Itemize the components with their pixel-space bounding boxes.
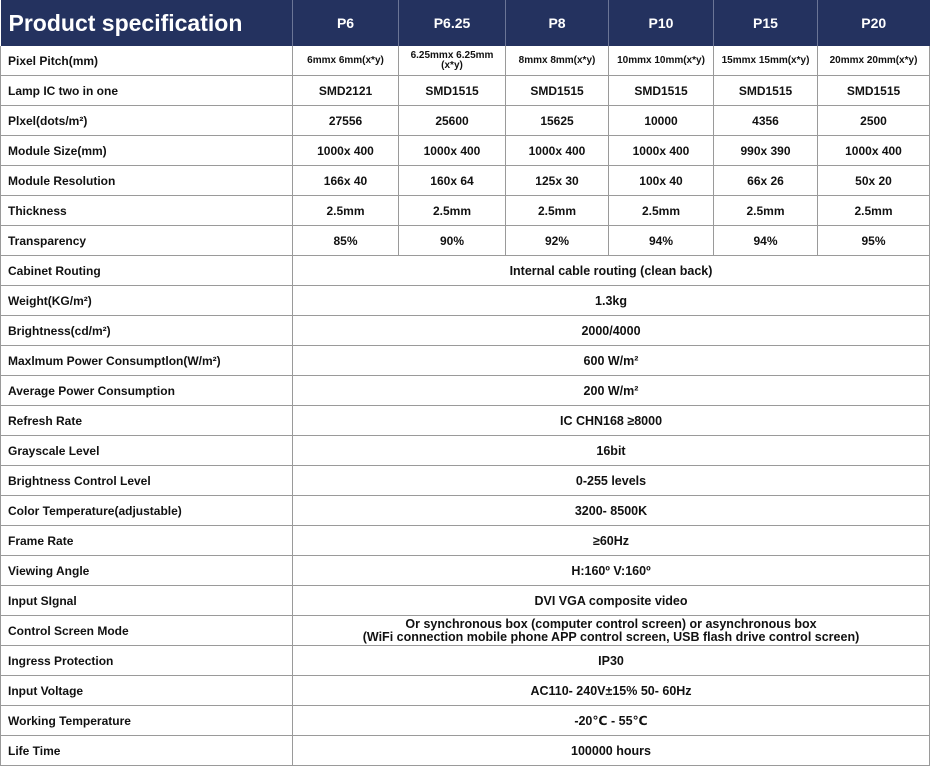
spec-label: Input SIgnal xyxy=(1,586,293,616)
spec-shared-value: 0-255 levels xyxy=(293,466,930,496)
spec-value: SMD2121 xyxy=(293,76,399,106)
spec-value: 6mmx 6mm(x*y) xyxy=(293,46,399,76)
spec-row xyxy=(1,106,930,136)
spec-shared-value-line2: (WiFi connection mobile phone APP control screen, USB flash drive control screen) xyxy=(362,629,860,644)
spec-shared-value: H:160º V:160º xyxy=(293,556,930,586)
spec-shared-value: ≥60Hz xyxy=(293,526,930,556)
spec-value: 10000 xyxy=(609,106,714,136)
spec-shared-value: 100000 hours xyxy=(293,736,930,766)
spec-label: Ingress Protection xyxy=(1,646,293,676)
spec-row xyxy=(1,646,930,676)
spec-shared-value: DVI VGA composite video xyxy=(293,586,930,616)
spec-value: 1000x 400 xyxy=(293,136,399,166)
spec-label: Module Resolution xyxy=(1,166,293,196)
spec-row xyxy=(1,406,930,436)
spec-label: Average Power Consumption xyxy=(1,376,293,406)
spec-value: 10mmx 10mm(x*y) xyxy=(609,46,714,76)
spec-shared-value: AC110- 240V±15% 50- 60Hz xyxy=(293,676,930,706)
spec-shared-value: -20℃ - 55℃ xyxy=(293,706,930,736)
spec-row xyxy=(1,196,930,226)
spec-row xyxy=(1,286,930,316)
spec-row xyxy=(1,316,930,346)
spec-label: Transparency xyxy=(1,226,293,256)
spec-row xyxy=(1,736,930,766)
spec-label: Brightness Control Level xyxy=(1,466,293,496)
spec-value: 20mmx 20mm(x*y) xyxy=(818,46,930,76)
spec-value: 990x 390 xyxy=(714,136,818,166)
spec-label: Grayscale Level xyxy=(1,436,293,466)
spec-shared-value: 200 W/m² xyxy=(293,376,930,406)
spec-value: SMD1515 xyxy=(399,76,506,106)
spec-row xyxy=(1,376,930,406)
spec-shared-value: 16bit xyxy=(293,436,930,466)
header-row xyxy=(1,0,930,46)
spec-row xyxy=(1,466,930,496)
page-title: Product specification xyxy=(1,0,293,46)
spec-value: 92% xyxy=(506,226,609,256)
spec-value: 8mmx 8mm(x*y) xyxy=(506,46,609,76)
spec-label: Refresh Rate xyxy=(1,406,293,436)
spec-value: 94% xyxy=(714,226,818,256)
spec-label: Cabinet Routing xyxy=(1,256,293,286)
spec-value: 160x 64 xyxy=(399,166,506,196)
spec-label: Color Temperature(adjustable) xyxy=(1,496,293,526)
spec-shared-value-line1: Or synchronous box (computer control screen) or asynchronous box xyxy=(405,616,817,631)
spec-value: 1000x 400 xyxy=(609,136,714,166)
spec-value: 1000x 400 xyxy=(399,136,506,166)
spec-label: Frame Rate xyxy=(1,526,293,556)
spec-value: 15625 xyxy=(506,106,609,136)
spec-value: 2.5mm xyxy=(293,196,399,226)
spec-value: 2.5mm xyxy=(399,196,506,226)
model-header-p6-25: P6.25 xyxy=(399,0,506,46)
spec-value: SMD1515 xyxy=(714,76,818,106)
spec-value: 90% xyxy=(399,226,506,256)
spec-value: 2.5mm xyxy=(506,196,609,226)
spec-value: 6.25mmx 6.25mm (x*y) xyxy=(399,46,506,76)
model-header-p10: P10 xyxy=(609,0,714,46)
spec-label: Module Size(mm) xyxy=(1,136,293,166)
spec-value: SMD1515 xyxy=(818,76,930,106)
spec-row xyxy=(1,226,930,256)
spec-value: 50x 20 xyxy=(818,166,930,196)
model-header-p20: P20 xyxy=(818,0,930,46)
spec-label: Working Temperature xyxy=(1,706,293,736)
spec-label: Life Time xyxy=(1,736,293,766)
spec-value: 2500 xyxy=(818,106,930,136)
spec-shared-value: 1.3kg xyxy=(293,286,930,316)
spec-label: Input Voltage xyxy=(1,676,293,706)
spec-value: 1000x 400 xyxy=(506,136,609,166)
spec-shared-value: 3200- 8500K xyxy=(293,496,930,526)
spec-value: 2.5mm xyxy=(714,196,818,226)
model-header-p6: P6 xyxy=(293,0,399,46)
spec-label: Control Screen Mode xyxy=(1,616,293,646)
spec-shared-value: IC CHN168 ≥8000 xyxy=(293,406,930,436)
spec-value: 2.5mm xyxy=(818,196,930,226)
spec-value: 166x 40 xyxy=(293,166,399,196)
spec-label: Plxel(dots/m²) xyxy=(1,106,293,136)
spec-value: 15mmx 15mm(x*y) xyxy=(714,46,818,76)
spec-shared-value: IP30 xyxy=(293,646,930,676)
spec-row xyxy=(1,346,930,376)
spec-value: SMD1515 xyxy=(609,76,714,106)
spec-row xyxy=(1,676,930,706)
spec-value: 2.5mm xyxy=(609,196,714,226)
spec-label: Pixel Pitch(mm) xyxy=(1,46,293,76)
spec-value: 4356 xyxy=(714,106,818,136)
spec-row xyxy=(1,616,930,646)
spec-value: 27556 xyxy=(293,106,399,136)
spec-label: Thickness xyxy=(1,196,293,226)
spec-row xyxy=(1,526,930,556)
spec-row xyxy=(1,556,930,586)
spec-value: 85% xyxy=(293,226,399,256)
model-header-p15: P15 xyxy=(714,0,818,46)
spec-value: SMD1515 xyxy=(506,76,609,106)
spec-row xyxy=(1,496,930,526)
spec-value: 95% xyxy=(818,226,930,256)
spec-row xyxy=(1,586,930,616)
model-header-p8: P8 xyxy=(506,0,609,46)
spec-value: 25600 xyxy=(399,106,506,136)
spec-label: Lamp IC two in one xyxy=(1,76,293,106)
spec-label: Brightness(cd/m²) xyxy=(1,316,293,346)
spec-value: 125x 30 xyxy=(506,166,609,196)
spec-row xyxy=(1,706,930,736)
spec-row xyxy=(1,256,930,286)
spec-label: Weight(KG/m²) xyxy=(1,286,293,316)
spec-label: Maxlmum Power Consumptlon(W/m²) xyxy=(1,346,293,376)
spec-value: 66x 26 xyxy=(714,166,818,196)
spec-row xyxy=(1,46,930,76)
spec-row xyxy=(1,76,930,106)
spec-label: Viewing Angle xyxy=(1,556,293,586)
spec-value: 94% xyxy=(609,226,714,256)
spec-shared-value xyxy=(293,616,930,646)
spec-row xyxy=(1,136,930,166)
spec-shared-value: Internal cable routing (clean back) xyxy=(293,256,930,286)
spec-shared-value: 600 W/m² xyxy=(293,346,930,376)
spec-value: 100x 40 xyxy=(609,166,714,196)
spec-row xyxy=(1,436,930,466)
spec-value: 1000x 400 xyxy=(818,136,930,166)
spec-shared-value: 2000/4000 xyxy=(293,316,930,346)
spec-row xyxy=(1,166,930,196)
